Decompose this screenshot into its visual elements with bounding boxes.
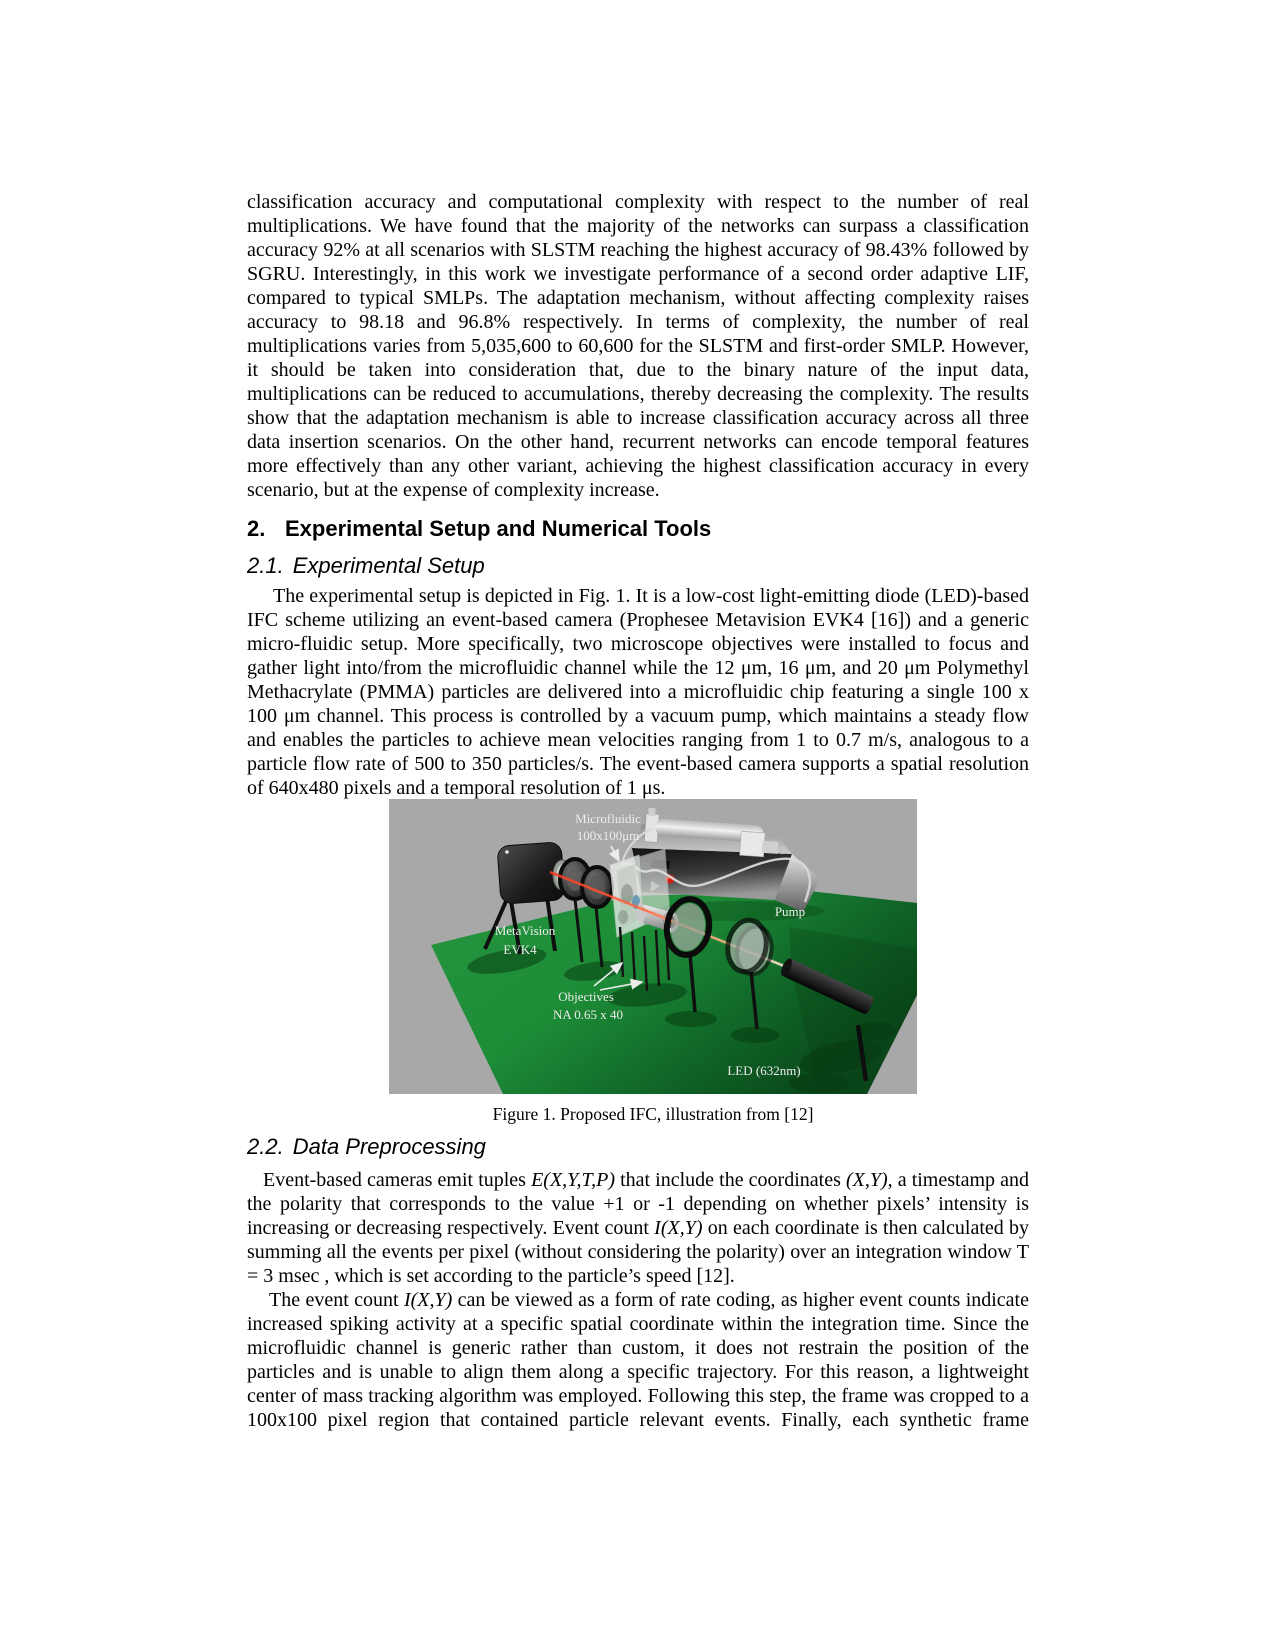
label-led: LED (632nm) (727, 1063, 801, 1078)
text-column-lower (247, 1134, 1029, 1432)
paragraph-preprocessing-2: The event count I(X,Y) can be viewed as a form of rate coding, as higher event counts indicate increased spiking activity at a specific spatial coordinate within the integration time. Since the microfluidic channel is generic rather than custom, it does not restrain the position of the particles and is unable to align them along a specific trajectory. For this reason, a lightweight center of mass tracking algorithm was employed. Following this step, the frame was cropped to a 100x100 pixel region that contained particle relevant events. Finally, each synthetic frame (247, 1289, 1029, 1431)
section-2-number: 2. (247, 516, 266, 541)
figure-1-image (389, 799, 917, 1094)
section-2-heading (247, 516, 1029, 542)
text-column-upper (247, 190, 1029, 800)
figure-1 (389, 799, 917, 1094)
section-2-1-number: 2.1. (247, 553, 284, 578)
section-2-1-title: Experimental Setup (292, 553, 485, 578)
section-2-2-heading (247, 1134, 1029, 1160)
paragraph-intro: classification accuracy and computational complexity with respect to the number of real multiplications. We have found that the majority of the networks can surpass a classification accuracy 92% at all scenarios with SLSTM reaching the highest accuracy of 98.43% followed by SGRU. Interestingly, in this work we investigate performance of a second order adaptive LIF, compared to typical SMLPs. The adaptation mechanism, without affecting complexity raises accuracy to 98.18 and 96.8% respectively. In terms of complexity, the number of real multiplications varies from 5,035,600 to 60,600 for the SLSTM and first-order SMLP. However, it should be taken into consideration that, due to the binary nature of the input data, multiplications can be reduced to accumulations, thereby decreasing the complexity. The results show that the adaptation mechanism is able to increase classification accuracy across all three data insertion scenarios. On the other hand, recurrent networks can encode temporal features more effectively than any other variant, achieving the highest classification accuracy in every scenario, but at the expense of complexity increase. (247, 191, 1029, 501)
figure-caption: Figure 1. Proposed IFC, illustration from [12] (492, 1104, 814, 1124)
section-2-title: Experimental Setup and Numerical Tools (285, 516, 712, 541)
section-2-1-heading (247, 553, 1029, 579)
label-pump: Pump (774, 904, 806, 919)
section-2-2-title: Data Preprocessing (292, 1134, 486, 1159)
section-2-2-number: 2.2. (247, 1134, 284, 1159)
label-microfluidic-line2: 100x100μm (576, 828, 640, 843)
label-microfluidic-line1: Microfluidic (575, 811, 641, 826)
paragraph-preprocessing-1: Event-based cameras emit tuples E(X,Y,T,P) that include the coordinates (X,Y), a timestamp and the polarity that corresponds to the value +1 or -1 depending on whether pixels’ intensity is increasing or decreasing respectively. Event count I(X,Y) on each coordinate is then calculated by summing all the events per pixel (without considering the polarity) over an integration window T = 3 msec , which is set according to the particle’s speed [12]. (247, 1169, 1029, 1287)
paragraph-setup: The experimental setup is depicted in Fig. 1. It is a low-cost light-emitting diode (LED)-based IFC scheme utilizing an event-based camera (Prophesee Metavision EVK4 [16]) and a generic micro-fluidic setup. More specifically, two microscope objectives were installed to focus and gather light into/from the microfluidic channel while the 12 μm, 16 μm, and 20 μm Polymethyl Methacrylate (PMMA) particles are delivered into a microfluidic chip featuring a single 100 x 100 μm channel. This process is controlled by a vacuum pump, which maintains a steady flow and enables the particles to achieve mean velocities ranging from 1 to 0.7 m/s, analogous to a particle flow rate of 500 to 350 particles/s. The event-based camera supports a spatial resolution of 640x480 pixels and a temporal resolution of 1 μs. (247, 585, 1029, 799)
label-camera-line2: EVK4 (503, 942, 537, 957)
camera-dot (505, 850, 509, 854)
label-objectives-line1: Objectives (558, 989, 614, 1004)
label-camera-line1: MetaVision (494, 923, 556, 938)
label-objectives-line2: NA 0.65 x 40 (552, 1007, 624, 1022)
